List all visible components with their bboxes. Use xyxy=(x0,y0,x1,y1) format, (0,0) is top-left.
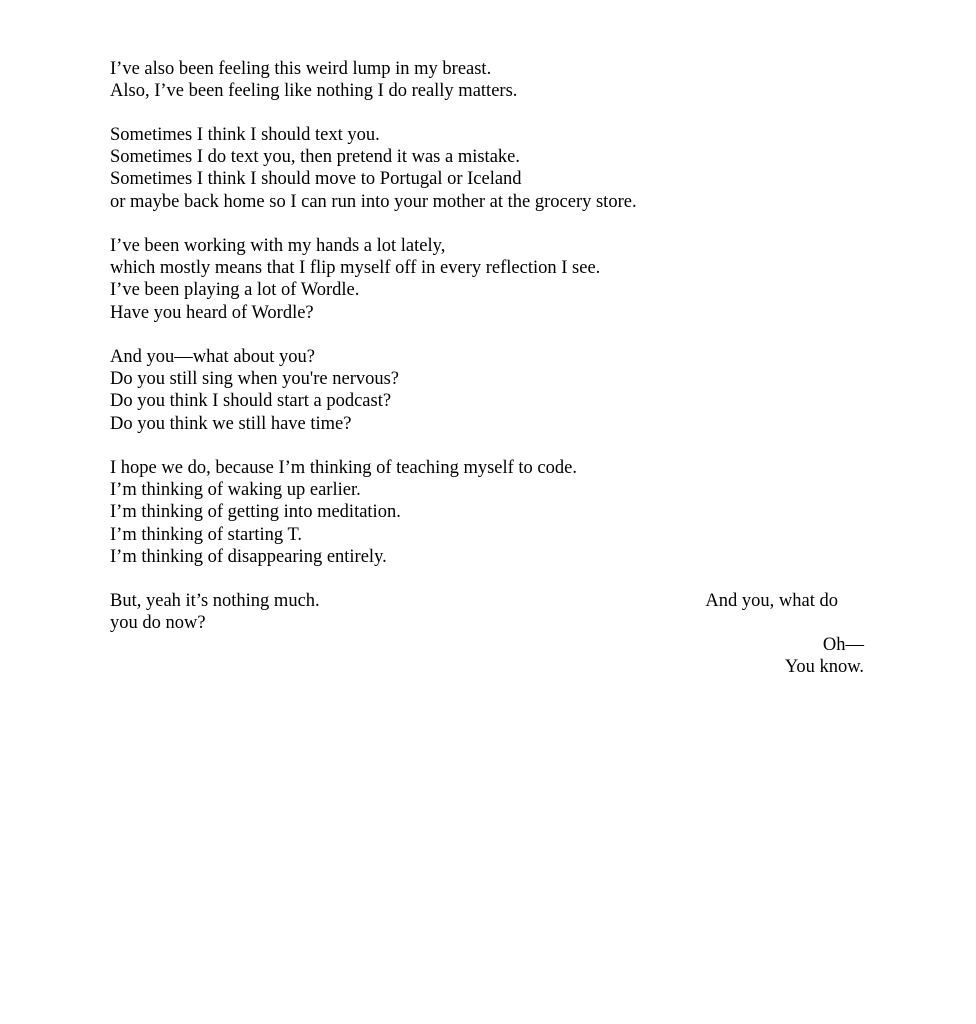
poem-line: Sometimes I think I should text you. xyxy=(110,125,380,145)
poem-line: I’m thinking of getting into meditation. xyxy=(110,502,401,523)
closing-left-line: But, yeah it’s nothing much. xyxy=(110,591,320,611)
poem-line: Have you heard of Wordle? xyxy=(110,302,314,323)
poem-line: I’m thinking of starting T. xyxy=(110,524,303,545)
reply-line-2: You know. xyxy=(784,657,864,677)
poem-line: I’ve been working with my hands a lot lately, xyxy=(110,236,446,256)
stanza-1 xyxy=(110,58,870,102)
poem-line: Also, I’ve been feeling like nothing I do really matters. xyxy=(110,81,518,102)
poem-line: which mostly means that I flip myself off in every reflection I see. xyxy=(110,258,601,279)
poem-line: Do you think we still have time? xyxy=(110,413,352,434)
closing-right-fragment: And you, what do xyxy=(705,591,838,611)
poem-line: I’ve been playing a lot of Wordle. xyxy=(110,280,360,301)
poem-line: Sometimes I think I should move to Portugal or Iceland xyxy=(110,169,522,190)
reply-line-1: Oh— xyxy=(822,635,864,655)
stanza-5 xyxy=(110,457,870,568)
poem-line: I’ve also been feeling this weird lump in my breast. xyxy=(110,59,492,79)
poem-line: or maybe back home so I can run into your mother at the grocery store. xyxy=(110,191,637,212)
poem-line: Do you still sing when you're nervous? xyxy=(110,369,400,390)
poem-line: And you—what about you? xyxy=(110,347,316,367)
poem-line: Sometimes I do text you, then pretend it was a mistake. xyxy=(110,147,520,168)
poem-line: Do you think I should start a podcast? xyxy=(110,391,392,412)
poem-line: I’m thinking of waking up earlier. xyxy=(110,480,361,501)
poem-line: I’m thinking of disappearing entirely. xyxy=(110,546,387,567)
poem-line: I hope we do, because I’m thinking of teaching myself to code. xyxy=(110,458,577,478)
stanza-4 xyxy=(110,346,870,435)
stanza-3 xyxy=(110,235,870,324)
closing-continuation: you do now? xyxy=(110,613,206,633)
stanza-2 xyxy=(110,124,870,213)
